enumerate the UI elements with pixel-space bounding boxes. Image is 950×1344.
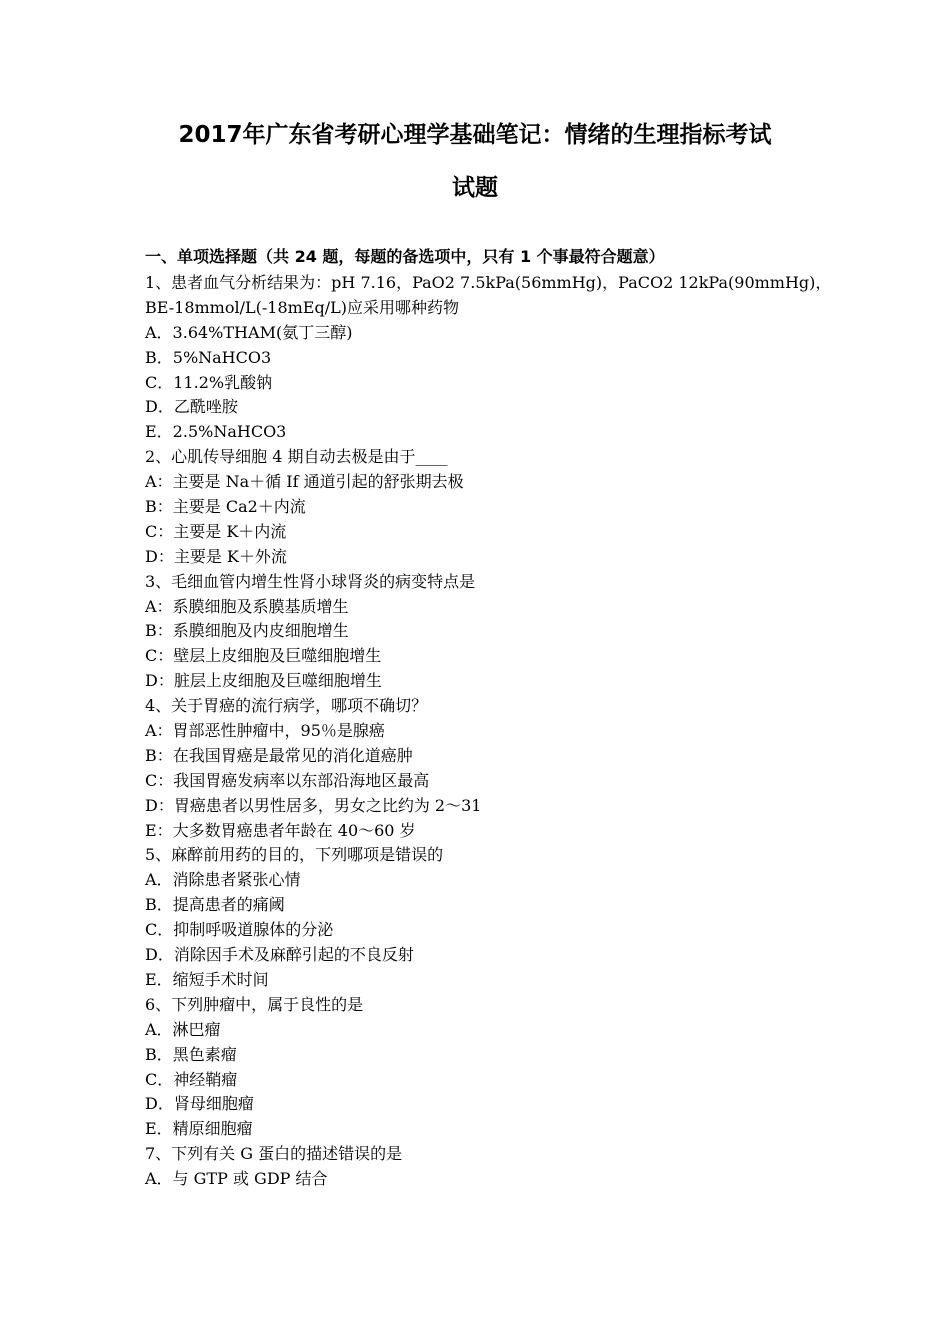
document-title: 2017年广东省考研心理学基础笔记：情绪的生理指标考试 <box>178 122 772 148</box>
question-list <box>145 271 832 1192</box>
answer-option: C：我国胃癌发病率以东部沿海地区最高 <box>145 770 430 790</box>
question-stem: 6、下列肿瘤中，属于良性的是 <box>145 994 364 1014</box>
answer-option: C：壁层上皮细胞及巨噬细胞增生 <box>145 646 382 666</box>
answer-option: D．乙酰唑胺 <box>145 397 238 417</box>
answer-option: D．肾母细胞瘤 <box>145 1094 254 1114</box>
answer-option: B．提高患者的痛阈 <box>145 895 285 915</box>
answer-option: D：胃癌患者以男性居多，男女之比约为 2～31 <box>145 795 482 815</box>
question-stem: 4、关于胃癌的流行病学，哪项不确切？ <box>145 696 428 716</box>
question-stem: 1、患者血气分析结果为：pH 7.16，PaO2 7.5kPa(56mmHg)，PaCO2 12kPa(90mmHg)， <box>145 273 832 292</box>
answer-option: E．2.5%NaHCO3 <box>145 422 287 442</box>
answer-option: A．3.64%THAM(氨丁三醇) <box>145 322 353 342</box>
answer-option: A：系膜细胞及系膜基质增生 <box>145 596 349 616</box>
answer-option: B．5%NaHCO3 <box>145 347 272 367</box>
answer-option: E．精原细胞瘤 <box>145 1119 253 1139</box>
answer-option: B：主要是 Ca2＋内流 <box>145 497 306 517</box>
answer-option: A．消除患者紧张心情 <box>145 870 301 890</box>
answer-option: D：主要是 K＋外流 <box>145 546 287 566</box>
answer-option: C．抑制呼吸道腺体的分泌 <box>145 920 334 940</box>
section-heading: 一、单项选择题（共 24 题，每题的备选项中，只有 1 个事最符合题意） <box>145 247 665 266</box>
question-stem: 2、心肌传导细胞 4 期自动去极是由于____ <box>145 447 448 467</box>
answer-option: B：系膜细胞及内皮细胞增生 <box>145 621 349 641</box>
document-title-continued: 试题 <box>452 175 498 201</box>
question-stem: 7、下列有关 G 蛋白的描述错误的是 <box>145 1144 403 1164</box>
answer-option: C：主要是 K＋内流 <box>145 521 287 541</box>
answer-option: B．黑色素瘤 <box>145 1044 237 1064</box>
answer-option: B：在我国胃癌是最常见的消化道癌肿 <box>145 745 413 765</box>
answer-option: A：主要是 Na＋循 If 通道引起的舒张期去极 <box>145 472 464 492</box>
answer-option: A．淋巴瘤 <box>145 1019 221 1039</box>
question-stem-continued: BE-18mmol/L(-18mEq/L)应采用哪种药物 <box>145 297 459 317</box>
answer-option: C．神经鞘瘤 <box>145 1069 238 1089</box>
answer-option: A：胃部恶性肿瘤中，95％是腺癌 <box>145 721 385 741</box>
question-stem: 5、麻醉前用药的目的，下列哪项是错误的 <box>145 845 444 865</box>
question-stem: 3、毛细血管内增生性肾小球肾炎的病变特点是 <box>145 571 476 591</box>
answer-option: C．11.2%乳酸钠 <box>145 372 273 392</box>
answer-option: E．缩短手术时间 <box>145 969 269 989</box>
answer-option: D．消除因手术及麻醉引起的不良反射 <box>145 945 414 965</box>
answer-option: D：脏层上皮细胞及巨噬细胞增生 <box>145 671 382 691</box>
answer-option: A．与 GTP 或 GDP 结合 <box>145 1169 328 1189</box>
answer-option: E：大多数胃癌患者年龄在 40～60 岁 <box>145 820 416 840</box>
